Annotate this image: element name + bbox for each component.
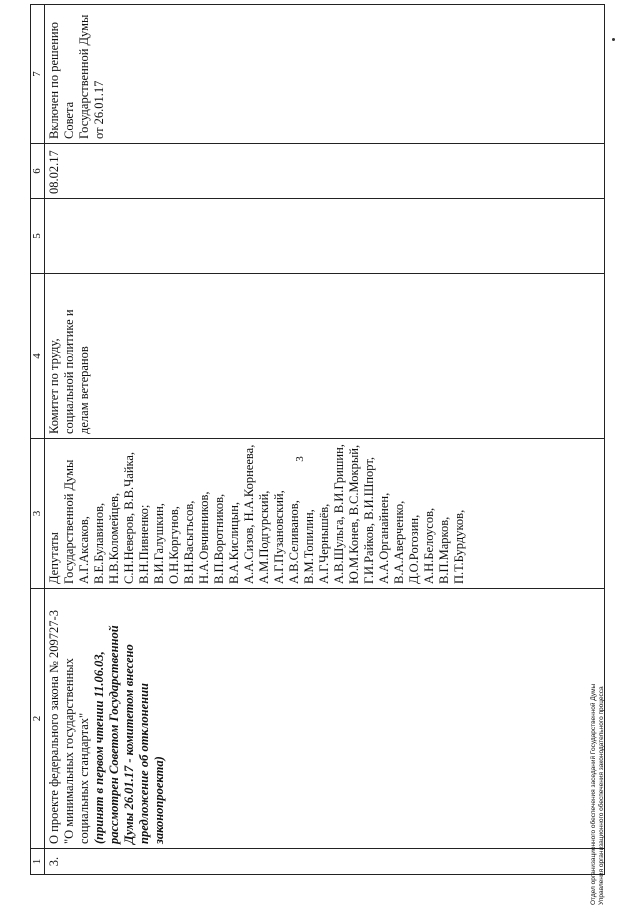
bill-note: (принят в первом чтении 11.06.03, рассмотрен Советом Государственной Думы 26.01.17 - комитетом внесено предложение об отклонении законопроекта) (92, 625, 167, 844)
col5-cell (45, 199, 605, 274)
col-header-3: 3 (31, 439, 45, 589)
col-header-4: 4 (31, 274, 45, 439)
initiators-head: Депутаты Государственной Думы (47, 459, 77, 584)
committee-cell: Комитет по труду, социальной политике и делам ветеранов (45, 274, 605, 439)
agenda-table (30, 4, 605, 875)
bill-cell (45, 589, 605, 849)
page-number: 3 (293, 456, 306, 462)
initiators-cell (45, 439, 605, 589)
footer-line-2: Управления организационного обеспечения законодательного процесса (597, 686, 605, 905)
bill-title: О проекте федерального закона № 209727-3 "О минимальных государственных социальных стандартах" (47, 610, 92, 844)
table-row (45, 5, 605, 875)
footer-line-1: Отдел организационного обеспечения заседаний Государственной Думы (590, 683, 597, 905)
row-number: 3. (45, 849, 605, 875)
initiators-list: А.Г.Аксаков, В.Е.Булавинов, Н.В.Коломейцев, С.Н.Неверов, В.В.Чайка, В.Н.Пивненко; В.И.Галушкин, О.Н.Коргунов, В.Н.Васытьсов, Н.А.Овчинников, В.П.Воротников, В.А.Кислицын, А.А.Сизов, Н.А.Корнеева, А.М.Подгурский, А.Г.Пузановский, А.В.Селиванов, В.М.Топилин, А.Г.Чернышёв, А.В.Шульга, В.И.Гришин, Ю.М.Конев, В.С.Мокрый, Г.И.Райков, В.И.Шпорт, А.А.Органайнен, В.А.Аверченко, Д.О.Рогозин, А.Н.Белоусов, В.П.Марков, П.Т.Бурдуков, (77, 444, 467, 584)
footer (590, 605, 606, 905)
scan-speck (612, 38, 615, 41)
col-header-6: 6 (31, 144, 45, 199)
col-header-7: 7 (31, 5, 45, 144)
col-header-5: 5 (31, 199, 45, 274)
landscape-page (30, 5, 630, 875)
date-cell: 08.02.17 (45, 144, 605, 199)
col-header-1: 1 (31, 849, 45, 875)
included-cell: Включен по решению Совета Государственной Думы от 26.01.17 (45, 5, 605, 144)
col-header-2: 2 (31, 589, 45, 849)
table-header-row (31, 5, 45, 875)
